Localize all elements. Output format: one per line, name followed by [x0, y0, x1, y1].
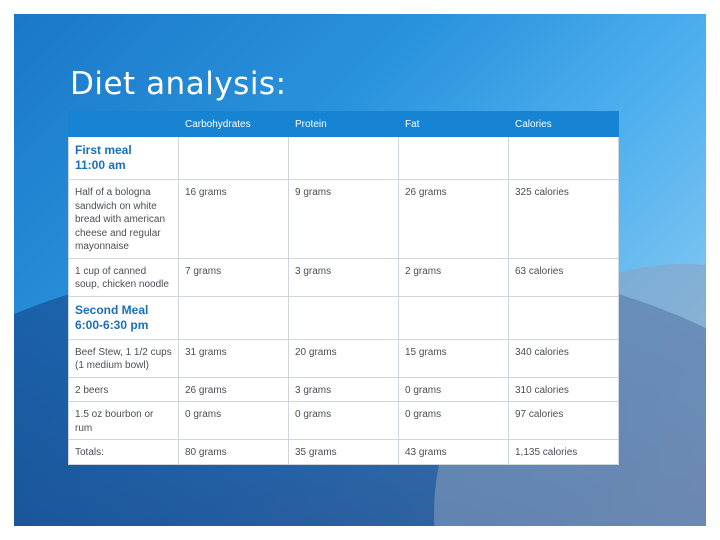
table-row [69, 180, 619, 259]
meal-heading [69, 137, 179, 180]
table-header-row [69, 112, 619, 137]
table-cell [289, 296, 399, 339]
header-fat: Fat [399, 112, 509, 137]
food-cell: Half of a bologna sandwich on white bread with american cheese and regular mayonnaise [69, 180, 179, 259]
protein-cell: 20 grams [289, 339, 399, 377]
protein-cell: 3 grams [289, 377, 399, 402]
calories-cell: 310 calories [509, 377, 619, 402]
fat-cell: 26 grams [399, 180, 509, 259]
table-cell [399, 137, 509, 180]
carbs-cell: 26 grams [179, 377, 289, 402]
header-food [69, 112, 179, 137]
header-carbohydrates: Carbohydrates [179, 112, 289, 137]
food-cell: 2 beers [69, 377, 179, 402]
calories-cell: 325 calories [509, 180, 619, 259]
food-cell: 1 cup of canned soup, chicken noodle [69, 258, 179, 296]
table-cell [179, 296, 289, 339]
header-calories: Calories [509, 112, 619, 137]
meal-title: First meal [75, 143, 132, 157]
diet-table [68, 111, 619, 465]
table-cell [179, 137, 289, 180]
meal-row-first [69, 137, 619, 180]
header-protein: Protein [289, 112, 399, 137]
carbs-cell: 7 grams [179, 258, 289, 296]
table-row [69, 339, 619, 377]
total-carbs: 80 grams [179, 440, 289, 465]
table-cell [289, 137, 399, 180]
food-cell: Beef Stew, 1 1/2 cups (1 medium bowl) [69, 339, 179, 377]
fat-cell: 0 grams [399, 402, 509, 440]
table-row [69, 258, 619, 296]
table-row [69, 402, 619, 440]
food-cell: 1.5 oz bourbon or rum [69, 402, 179, 440]
fat-cell: 15 grams [399, 339, 509, 377]
fat-cell: 0 grams [399, 377, 509, 402]
calories-cell: 63 calories [509, 258, 619, 296]
protein-cell: 9 grams [289, 180, 399, 259]
protein-cell: 3 grams [289, 258, 399, 296]
totals-label: Totals: [69, 440, 179, 465]
protein-cell: 0 grams [289, 402, 399, 440]
total-fat: 43 grams [399, 440, 509, 465]
slide-title: Diet analysis: [70, 66, 287, 102]
meal-row-second [69, 296, 619, 339]
table-cell [509, 296, 619, 339]
table-row [69, 377, 619, 402]
fat-cell: 2 grams [399, 258, 509, 296]
meal-time: 11:00 am [75, 158, 126, 172]
meal-time: 6:00-6:30 pm [75, 317, 149, 332]
table-cell [509, 137, 619, 180]
calories-cell: 340 calories [509, 339, 619, 377]
total-calories: 1,135 calories [509, 440, 619, 465]
table-cell [399, 296, 509, 339]
carbs-cell: 16 grams [179, 180, 289, 259]
calories-cell: 97 calories [509, 402, 619, 440]
meal-title: Second Meal [75, 302, 149, 317]
carbs-cell: 31 grams [179, 339, 289, 377]
totals-row [69, 440, 619, 465]
carbs-cell: 0 grams [179, 402, 289, 440]
total-protein: 35 grams [289, 440, 399, 465]
meal-heading [69, 296, 179, 339]
